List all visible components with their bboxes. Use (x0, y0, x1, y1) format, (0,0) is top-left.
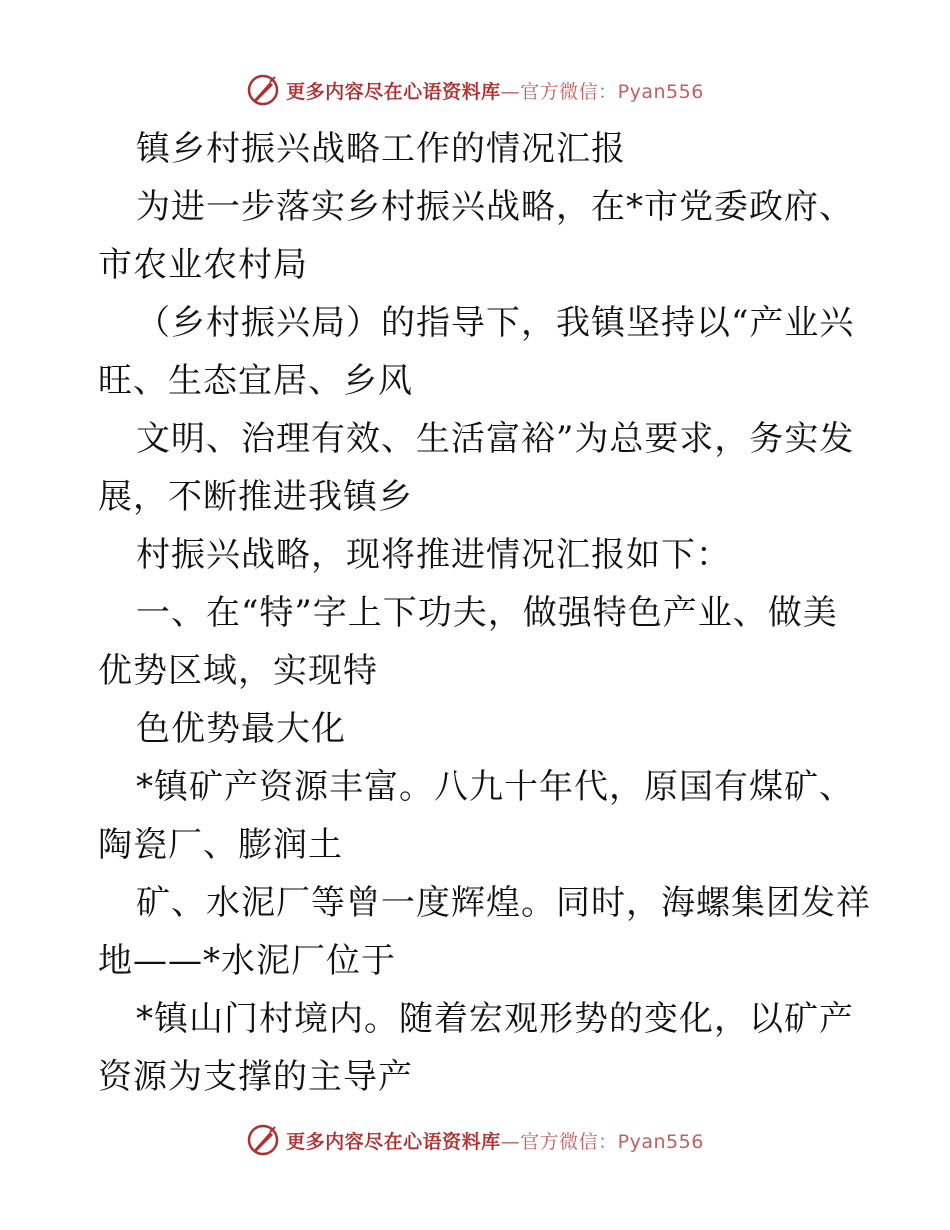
text-line: 矿、水泥厂等曾一度辉煌。同时，海螺集团发祥 (136, 883, 871, 923)
document-body (98, 120, 871, 1106)
text-line: 地——*水泥厂位于 (98, 941, 396, 981)
quill-logo-icon (246, 1123, 280, 1157)
watermark-contact: —官方微信：Pyan556 (500, 1130, 704, 1153)
text-line: 优势区域，实现特 (98, 651, 378, 691)
text-line: 文明、治理有效、生活富裕”为总要求，务实发 (136, 419, 855, 459)
watermark-contact: —官方微信：Pyan556 (500, 80, 704, 103)
text-line: 为进一步落实乡村振兴战略，在*市党委政府、 (136, 187, 854, 227)
quill-logo-icon (246, 73, 280, 107)
watermark-text (286, 77, 704, 104)
text-line: 色优势最大化 (136, 709, 346, 749)
watermark-brand: 更多内容尽在心语资料库 (286, 80, 501, 103)
text-line: 旺、生态宜居、乡风 (98, 361, 413, 401)
text-line: 资源为支撑的主导产 (98, 1057, 413, 1097)
watermark-brand: 更多内容尽在心语资料库 (286, 1130, 501, 1153)
text-line: *镇矿产资源丰富。八九十年代，原国有煤矿、 (136, 767, 854, 807)
text-line: 展，不断推进我镇乡 (98, 477, 413, 517)
footer-watermark (0, 1120, 950, 1160)
watermark-text (286, 1127, 704, 1154)
text-line: 一、在“特”字上下功夫，做强特色产业、做美 (136, 593, 838, 633)
text-line: 市农业农村局 (98, 245, 308, 285)
text-line: （乡村振兴局）的指导下，我镇坚持以“产业兴 (136, 303, 855, 343)
text-line: 村振兴战略，现将推进情况汇报如下： (136, 535, 731, 575)
text-line: 镇乡村振兴战略工作的情况汇报 (136, 129, 626, 169)
text-line: 陶瓷厂、膨润土 (98, 825, 343, 865)
text-line: *镇山门村境内。随着宏观形势的变化，以矿产 (136, 999, 854, 1039)
header-watermark (0, 70, 950, 110)
